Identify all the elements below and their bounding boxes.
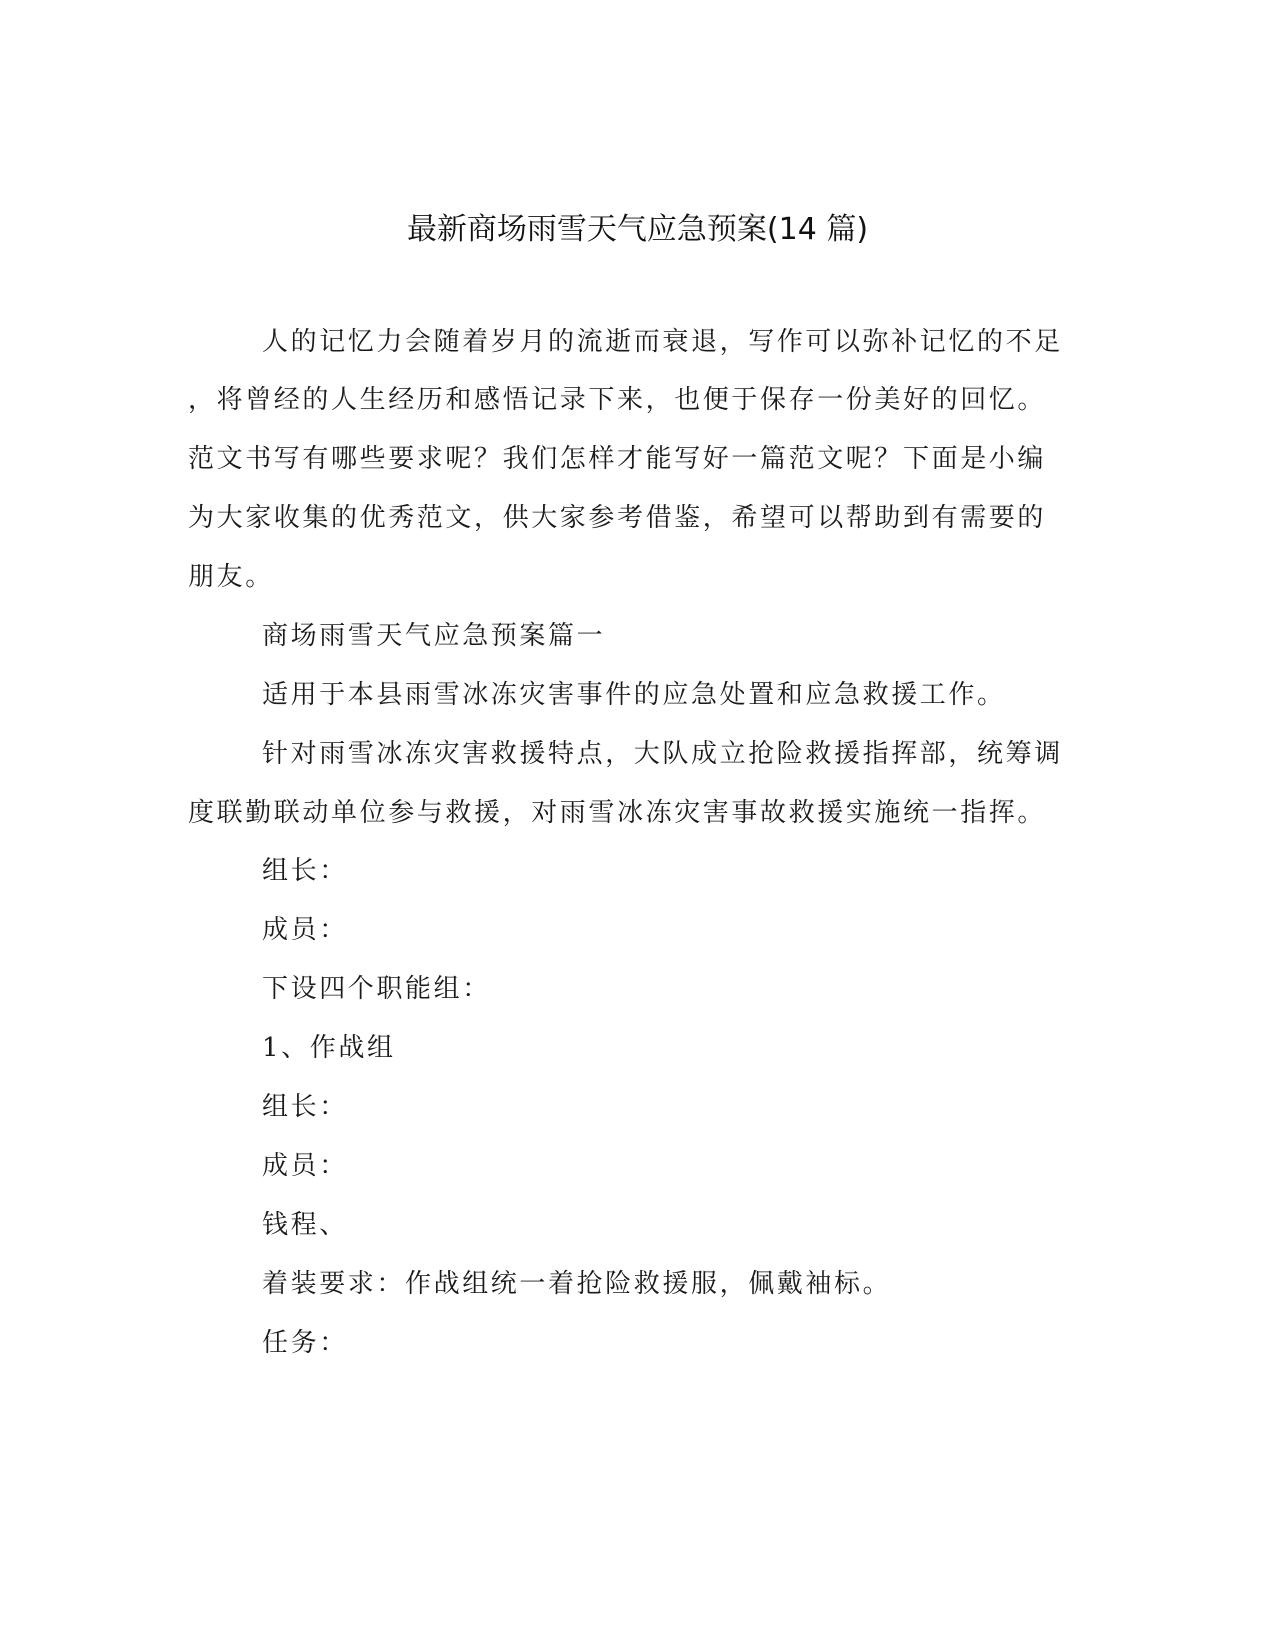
- leader-label: 组长：: [262, 856, 348, 886]
- dress-requirement: 着装要求：作战组统一着抢险救援服，佩戴袖标。: [262, 1269, 892, 1299]
- paragraph-1-line-2: ，将曾经的人生经历和感悟记录下来，也便于保存一份美好的回忆。: [188, 385, 1047, 415]
- groups-intro: 下设四个职能组：: [262, 974, 491, 1004]
- paragraph-1-line-4: 为大家收集的优秀范文，供大家参考借鉴，希望可以帮助到有需要的: [188, 503, 1047, 533]
- combat-members-label: 成员：: [262, 1151, 348, 1181]
- combat-group-heading: 1、作战组: [262, 1033, 396, 1063]
- tasks-label: 任务：: [262, 1328, 348, 1358]
- section-heading-1: 商场雨雪天气应急预案篇一: [262, 621, 606, 651]
- paragraph-1-line-1: 人的记忆力会随着岁月的流逝而衰退，写作可以弥补记忆的不足: [262, 327, 1063, 357]
- paragraph-1-line-3: 范文书写有哪些要求呢？我们怎样才能写好一篇范文呢？下面是小编: [188, 444, 1047, 474]
- command-paragraph-line-2: 度联勤联动单位参与救援，对雨雪冰冻灾害事故救援实施统一指挥。: [188, 798, 1047, 828]
- member-name: 钱程、: [262, 1210, 348, 1240]
- paragraph-1-line-5: 朋友。: [188, 562, 274, 592]
- command-paragraph-line-1: 针对雨雪冰冻灾害救援特点，大队成立抢险救援指挥部，统筹调: [262, 739, 1063, 769]
- members-label: 成员：: [262, 915, 348, 945]
- combat-leader-label: 组长：: [262, 1092, 348, 1122]
- document-title: 最新商场雨雪天气应急预案(14 篇): [406, 212, 869, 247]
- scope-paragraph: 适用于本县雨雪冰冻灾害事件的应急处置和应急救援工作。: [262, 680, 1006, 710]
